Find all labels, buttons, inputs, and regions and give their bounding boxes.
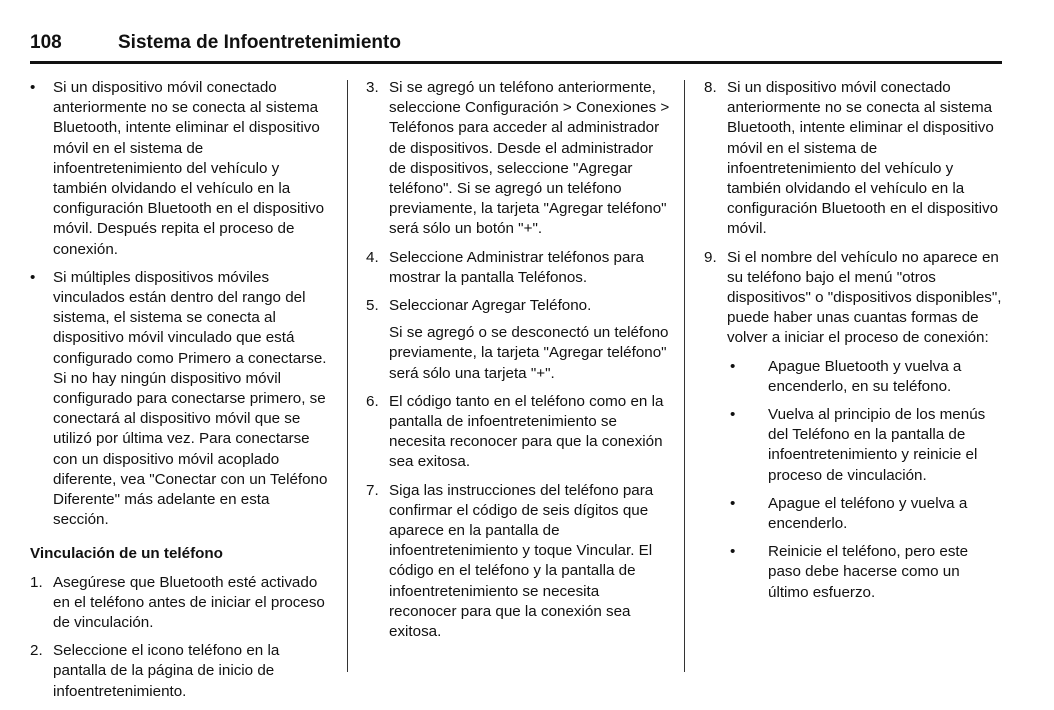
bullet-item	[30, 268, 328, 531]
page-title: Sistema de Infoentretenimiento	[118, 32, 401, 53]
bullet-marker: •	[730, 357, 736, 375]
column-1	[30, 78, 328, 710]
step-number: 4.	[366, 248, 379, 266]
column-divider	[684, 80, 685, 672]
step-text: Si un dispositivo móvil conectado anteriormente no se conecta al sistema Bluetooth, intente eliminar el dispositivo móvil en el sistema de infoentretenimiento del vehículo y también olvidando el vehículo en la configuración Bluetooth en el dispositivo móvil.	[727, 79, 999, 238]
step-item	[366, 481, 670, 643]
step-note: Si se agregó o se desconectó un teléfono previamente, la tarjeta "Agregar teléfono" será sólo una tarjeta "+".	[389, 324, 669, 382]
bullet-marker: •	[30, 79, 36, 96]
step-item	[366, 392, 670, 473]
sub-bullet-text: Reinicie el teléfono, pero este paso debe hacerse como un último esfuerzo.	[768, 543, 969, 601]
page-number: 108	[30, 32, 62, 53]
step-number: 9.	[704, 248, 717, 266]
step-number: 6.	[366, 392, 379, 410]
bullet-item	[30, 78, 328, 260]
bullet-marker: •	[730, 543, 736, 561]
sub-bullet-item	[730, 494, 1004, 534]
step-item	[366, 78, 670, 240]
step-text: Seleccione el icono teléfono en la pantalla de la página de inicio de infoentretenimiento.	[53, 642, 280, 700]
step-text: Asegúrese que Bluetooth esté activado en el teléfono antes de iniciar el proceso de vinculación.	[53, 573, 325, 632]
step-item	[30, 573, 328, 634]
step-number: 8.	[704, 79, 717, 96]
step-number: 5.	[366, 297, 379, 315]
bullet-text: Si un dispositivo móvil conectado anteriormente no se conecta al sistema Bluetooth, intente eliminar el dispositivo móvil en el sistema de infoentretenimiento del vehículo y también olvidando el vehículo en la configuración Bluetooth en el dispositivo móvil. Después repita el proceso de conexión.	[53, 79, 325, 258]
step-item	[704, 78, 1004, 240]
step-text: Seleccionar Agregar Teléfono.	[389, 297, 592, 315]
step-item	[366, 248, 670, 288]
step-number: 3.	[366, 79, 379, 96]
column-divider	[347, 80, 348, 672]
bullet-marker: •	[730, 406, 736, 424]
bullet-marker: •	[30, 268, 36, 286]
section-subheading: Vinculación de un teléfono	[30, 545, 223, 563]
step-number: 2.	[30, 642, 43, 660]
sub-bullet-item	[730, 542, 1004, 603]
sub-bullet-text: Apague el teléfono y vuelva a encenderlo.	[768, 494, 968, 533]
step-item	[30, 641, 328, 702]
sub-bullet-item	[730, 357, 1004, 397]
bullet-marker: •	[730, 494, 736, 512]
step-item	[704, 248, 1004, 349]
sub-bullet-text: Apague Bluetooth y vuelva a encenderlo, en su teléfono.	[768, 357, 962, 395]
page-header	[30, 28, 1002, 64]
column-3	[704, 78, 1004, 611]
step-text: Seleccione Administrar teléfonos para mostrar la pantalla Teléfonos.	[389, 248, 644, 286]
step-text: Si el nombre del vehículo no aparece en su teléfono bajo el menú "otros dispositivos" o "dispositivos disponibles", puede haber unas cuantas formas de volver a iniciar el proceso de conexión:	[727, 248, 1002, 347]
step-item	[366, 296, 670, 384]
step-number: 1.	[30, 573, 43, 591]
step-text: Si se agregó un teléfono anteriormente, seleccione Configuración > Conexiones > Teléfonos para acceder al administrador de dispositivos. Desde el administrador de dispositivos, seleccione "Agregar teléfono". Si se agregó un teléfono previamente, la tarjeta "Agregar teléfono" será sólo un botón "+".	[389, 79, 670, 238]
header-rule	[30, 61, 1002, 64]
column-2	[366, 78, 670, 650]
step-text: Siga las instrucciones del teléfono para confirmar el código de seis dígitos que aparece en la pantalla de infoentretenimiento y toque Vincular. El código en el teléfono y la pantalla de infoentretenimiento se necesita reconocer para que la conexión sea exitosa.	[389, 481, 654, 641]
sub-bullet-item	[730, 405, 1004, 486]
sub-bullet-text: Vuelva al principio de los menús del Teléfono en la pantalla de infoentretenimiento y reinicie el proceso de vinculación.	[768, 406, 986, 484]
step-text: El código tanto en el teléfono como en la pantalla de infoentretenimiento se necesita reconocer para que la conexión sea exitosa.	[389, 392, 664, 471]
step-number: 7.	[366, 481, 379, 499]
bullet-text: Si múltiples dispositivos móviles vinculados están dentro del rango del sistema, el sistema se conecta al dispositivo móvil vinculado que está configurado como Primero a conectarse. Si no hay ningún dispositivo móvil configurado para conectarse primero, se conectará al dispositivo móvil que se utilizó por última vez. Para conectarse con un dispositivo móvil acoplado diferente, vea "Conectar con un Teléfono Diferente" más adelante en esta sección.	[53, 268, 328, 529]
